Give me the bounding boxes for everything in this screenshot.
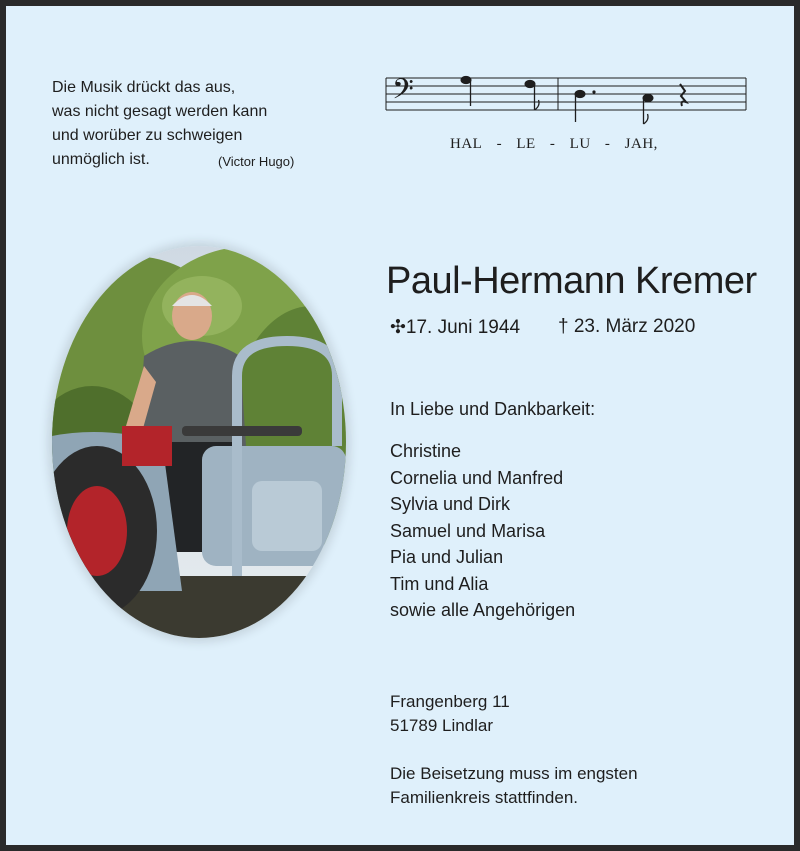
lyric-syllable: LU (569, 136, 591, 152)
lyric-syllable: - (604, 136, 611, 152)
lyric-syllable: LE (516, 136, 536, 152)
burial-notice (390, 762, 638, 810)
mourner-name: Christine (390, 441, 462, 461)
quote-line: unmöglich ist. (52, 151, 150, 168)
mourner-name: Tim und Alia (390, 573, 489, 594)
quote-line: und worüber zu schweigen (52, 127, 243, 144)
lyric-syllable: JAH, (624, 136, 658, 152)
mourner-name: Samuel und Marisa (390, 520, 546, 541)
note-head (525, 80, 535, 87)
quote-author: (Victor Hugo) (218, 154, 295, 169)
lyrics (450, 136, 668, 153)
mourners-intro: In Liebe und Dankbarkeit: (390, 399, 596, 419)
lyric-syllable: - (496, 136, 503, 152)
mourner-name: Sylvia und Dirk (390, 494, 511, 514)
birth-date: ✣17. Juni 1944 (390, 317, 521, 338)
bass-clef-icon: 𝄢 (392, 73, 414, 113)
mourner-name: Pia und Julian (390, 547, 504, 567)
lyric-syllable: - (549, 136, 556, 152)
address-street: Frangenberg 11 (390, 692, 510, 711)
life-dates (390, 316, 696, 339)
quote-line: was nicht gesagt werden kann (52, 103, 268, 120)
quote-line: Die Musik drückt das aus, (52, 79, 236, 96)
mourner-name: sowie alle Angehörigen (390, 600, 576, 620)
death-date: † 23. März 2020 (558, 316, 696, 337)
address (390, 690, 510, 738)
note-head (461, 76, 471, 83)
note-head (643, 94, 653, 101)
notice-line: Die Beisetzung muss im engsten (390, 764, 638, 783)
quote (52, 76, 312, 172)
notice-line: Familienkreis stattfinden. (390, 788, 579, 807)
note-head (575, 90, 585, 97)
mourners-list (390, 438, 575, 624)
portrait-photo (52, 246, 346, 638)
lyric-syllable: HAL (450, 136, 483, 152)
deceased-name: Paul-Hermann Kremer (386, 260, 757, 302)
mourner-name: Cornelia und Manfred (390, 467, 564, 488)
quarter-rest-icon (680, 84, 686, 106)
music-staff (384, 70, 748, 130)
address-city: 51789 Lindlar (390, 716, 494, 735)
